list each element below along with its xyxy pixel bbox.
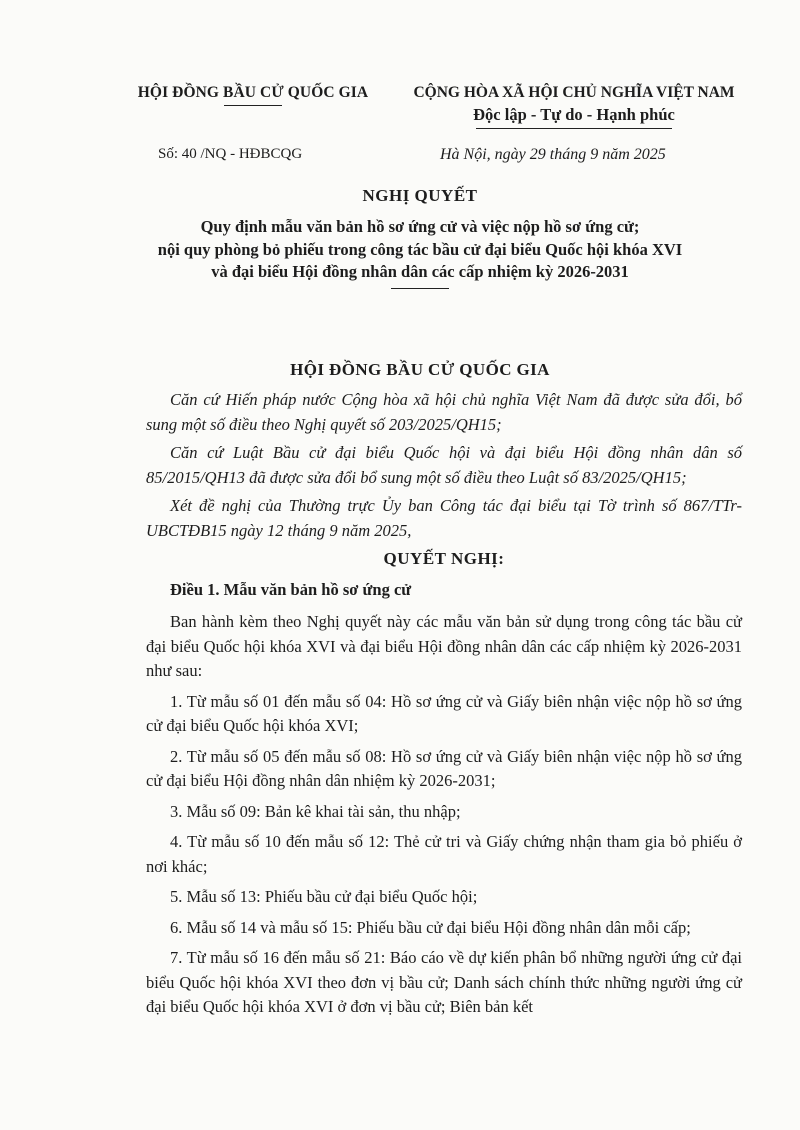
national-title-block xyxy=(392,84,756,129)
legal-basis: Xét đề nghị của Thường trực Ủy ban Công tác đại biểu tại Tờ trình số 867/TTr-UBCTĐB15 ngày 12 tháng 9 năm 2025, xyxy=(146,496,742,540)
article-item: 3. Mẫu số 09: Bản kê khai tài sản, thu nhập; xyxy=(170,801,461,821)
document-subject xyxy=(80,216,760,289)
subject-line: và đại biểu Hội đồng nhân dân các cấp nhiệm kỳ 2026-2031 xyxy=(211,262,629,281)
article-item: 1. Từ mẫu số 01 đến mẫu số 04: Hồ sơ ứng cử và Giấy biên nhận việc nộp hồ sơ ứng cử đại biểu Quốc hội khóa XVI; xyxy=(146,691,742,735)
motto-underline xyxy=(476,128,672,129)
subject-line: Quy định mẫu văn bản hồ sơ ứng cử và việc nộp hồ sơ ứng cử; xyxy=(200,217,640,236)
article-item: 2. Từ mẫu số 05 đến mẫu số 08: Hồ sơ ứng cử và Giấy biên nhận việc nộp hồ sơ ứng cử đại biểu Hội đồng nhân dân nhiệm kỳ 2026-2031; xyxy=(146,746,742,790)
document-body xyxy=(146,388,742,1026)
article-item: 5. Mẫu số 13: Phiếu bầu cử đại biểu Quốc hội; xyxy=(170,887,478,906)
article-heading: Điều 1. Mẫu văn bản hồ sơ ứng cử xyxy=(170,579,412,599)
issuer-heading: HỘI ĐỒNG BẦU CỬ QUỐC GIA xyxy=(290,360,550,379)
decision-heading: QUYẾT NGHỊ: xyxy=(383,549,505,568)
document-title: NGHỊ QUYẾT xyxy=(362,186,478,205)
article-intro: Ban hành kèm theo Nghị quyết này các mẫu văn bản sử dụng trong công tác bầu cử đại biểu Quốc hội khóa XVI và đại biểu Hội đồng nhân dân các cấp nhiệm kỳ 2026-2031 như sau: xyxy=(146,612,742,680)
authority-underline xyxy=(224,105,282,106)
issuing-authority-block xyxy=(128,84,378,106)
article-item: 6. Mẫu số 14 và mẫu số 15: Phiếu bầu cử đại biểu Hội đồng nhân dân mỗi cấp; xyxy=(170,917,691,937)
article-item: 4. Từ mẫu số 10 đến mẫu số 12: Thẻ cử tri và Giấy chứng nhận tham gia bỏ phiếu ở nơi khác; xyxy=(146,832,742,876)
national-motto: Độc lập - Tự do - Hạnh phúc xyxy=(473,105,675,124)
legal-basis: Căn cứ Hiến pháp nước Cộng hòa xã hội chủ nghĩa Việt Nam đã được sửa đổi, bổ sung một số điều theo Nghị quyết số 203/2025/QH15; xyxy=(146,390,742,434)
national-title: CỘNG HÒA XÃ HỘI CHỦ NGHĨA VIỆT NAM xyxy=(413,84,735,101)
article-item: 7. Từ mẫu số 16 đến mẫu số 21: Báo cáo về dự kiến phân bổ những người ứng cử đại biểu Quốc hội khóa XVI theo đơn vị bầu cử; Danh sách chính thức những người ứng cử đại biểu Quốc hội khóa XVI ở đơn vị bầu cử; Biên bản kết xyxy=(146,948,742,1016)
legal-basis: Căn cứ Luật Bầu cử đại biểu Quốc hội và đại biểu Hội đồng nhân dân số 85/2015/QH13 đã được sửa đổi bổ sung một số điều theo Luật số 83/2025/QH15; xyxy=(146,443,742,487)
subject-underline xyxy=(391,288,449,289)
subject-line: nội quy phòng bỏ phiếu trong công tác bầu cử đại biểu Quốc hội khóa XVI xyxy=(157,239,683,259)
document-number: Số: 40 /NQ - HĐBCQG xyxy=(158,146,303,162)
document-date: Hà Nội, ngày 29 tháng 9 năm 2025 xyxy=(440,146,666,163)
issuing-authority: HỘI ĐỒNG BẦU CỬ QUỐC GIA xyxy=(137,84,369,101)
